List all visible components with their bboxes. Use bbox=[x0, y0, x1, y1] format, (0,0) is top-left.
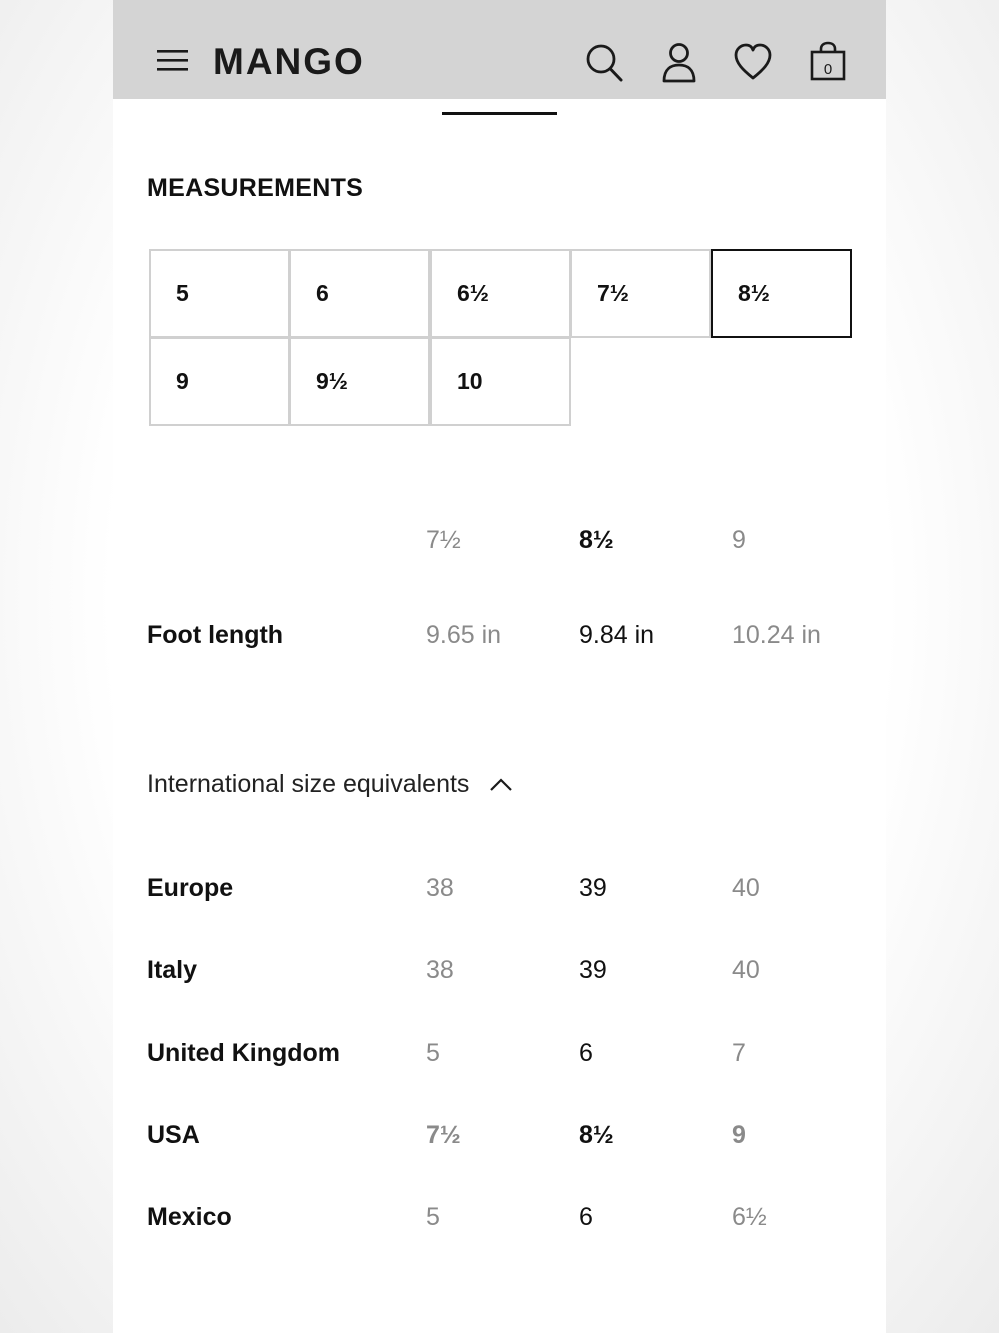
size-equivalent: 7½ bbox=[426, 1121, 461, 1149]
size-option[interactable]: 7½ bbox=[570, 249, 711, 338]
country-label-italy: Italy bbox=[147, 956, 198, 984]
country-label-uk: United Kingdom bbox=[147, 1039, 341, 1067]
country-label-mexico: Mexico bbox=[147, 1203, 232, 1231]
foot-length-value-selected: 9.84 in bbox=[579, 621, 655, 649]
country-label-europe: Europe bbox=[147, 874, 234, 902]
foot-length-label: Foot length bbox=[147, 621, 284, 649]
size-option[interactable]: 6½ bbox=[430, 249, 571, 338]
size-equivalent-selected: 6 bbox=[579, 1039, 593, 1067]
mango-logo[interactable]: MANGO bbox=[213, 41, 365, 82]
size-option[interactable]: 6 bbox=[289, 249, 430, 338]
shopping-bag-icon[interactable] bbox=[808, 40, 848, 84]
size-option[interactable]: 5 bbox=[149, 249, 290, 338]
foot-length-value: 10.24 in bbox=[732, 621, 821, 649]
size-option[interactable]: 9½ bbox=[289, 337, 430, 426]
size-equivalent-selected: 39 bbox=[579, 874, 607, 902]
size-option[interactable]: 10 bbox=[430, 337, 571, 426]
size-equivalent-selected: 8½ bbox=[579, 1121, 614, 1149]
bag-count-badge: 0 bbox=[823, 61, 833, 78]
top-navigation-bar bbox=[113, 0, 886, 99]
size-equivalent: 40 bbox=[732, 956, 760, 984]
column-header-size: 9 bbox=[732, 526, 746, 554]
size-equivalent: 5 bbox=[426, 1203, 440, 1231]
column-header-size-selected: 8½ bbox=[579, 526, 614, 554]
hamburger-menu-icon[interactable] bbox=[157, 47, 189, 75]
size-equivalent: 7 bbox=[732, 1039, 746, 1067]
size-equivalent: 38 bbox=[426, 874, 454, 902]
size-option[interactable]: 9 bbox=[149, 337, 290, 426]
size-equivalent: 6½ bbox=[732, 1203, 767, 1231]
search-icon[interactable] bbox=[584, 40, 624, 84]
chevron-up-icon bbox=[489, 777, 513, 793]
international-sizes-label: International size equivalents bbox=[147, 770, 470, 798]
wishlist-heart-icon[interactable] bbox=[733, 40, 773, 84]
user-account-icon[interactable] bbox=[659, 40, 699, 84]
size-equivalent: 38 bbox=[426, 956, 454, 984]
size-guide-page bbox=[113, 0, 886, 1333]
size-equivalent: 5 bbox=[426, 1039, 440, 1067]
size-equivalent: 40 bbox=[732, 874, 760, 902]
size-equivalent-selected: 39 bbox=[579, 956, 607, 984]
size-equivalent-selected: 6 bbox=[579, 1203, 593, 1231]
active-tab-indicator bbox=[442, 112, 557, 115]
measurements-heading: MEASUREMENTS bbox=[147, 174, 364, 202]
foot-length-value: 9.65 in bbox=[426, 621, 502, 649]
size-option-selected[interactable]: 8½ bbox=[711, 249, 852, 338]
country-label-usa: USA bbox=[147, 1121, 200, 1149]
size-equivalent: 9 bbox=[732, 1121, 746, 1149]
international-sizes-toggle[interactable] bbox=[147, 762, 513, 806]
column-header-size: 7½ bbox=[426, 526, 461, 554]
